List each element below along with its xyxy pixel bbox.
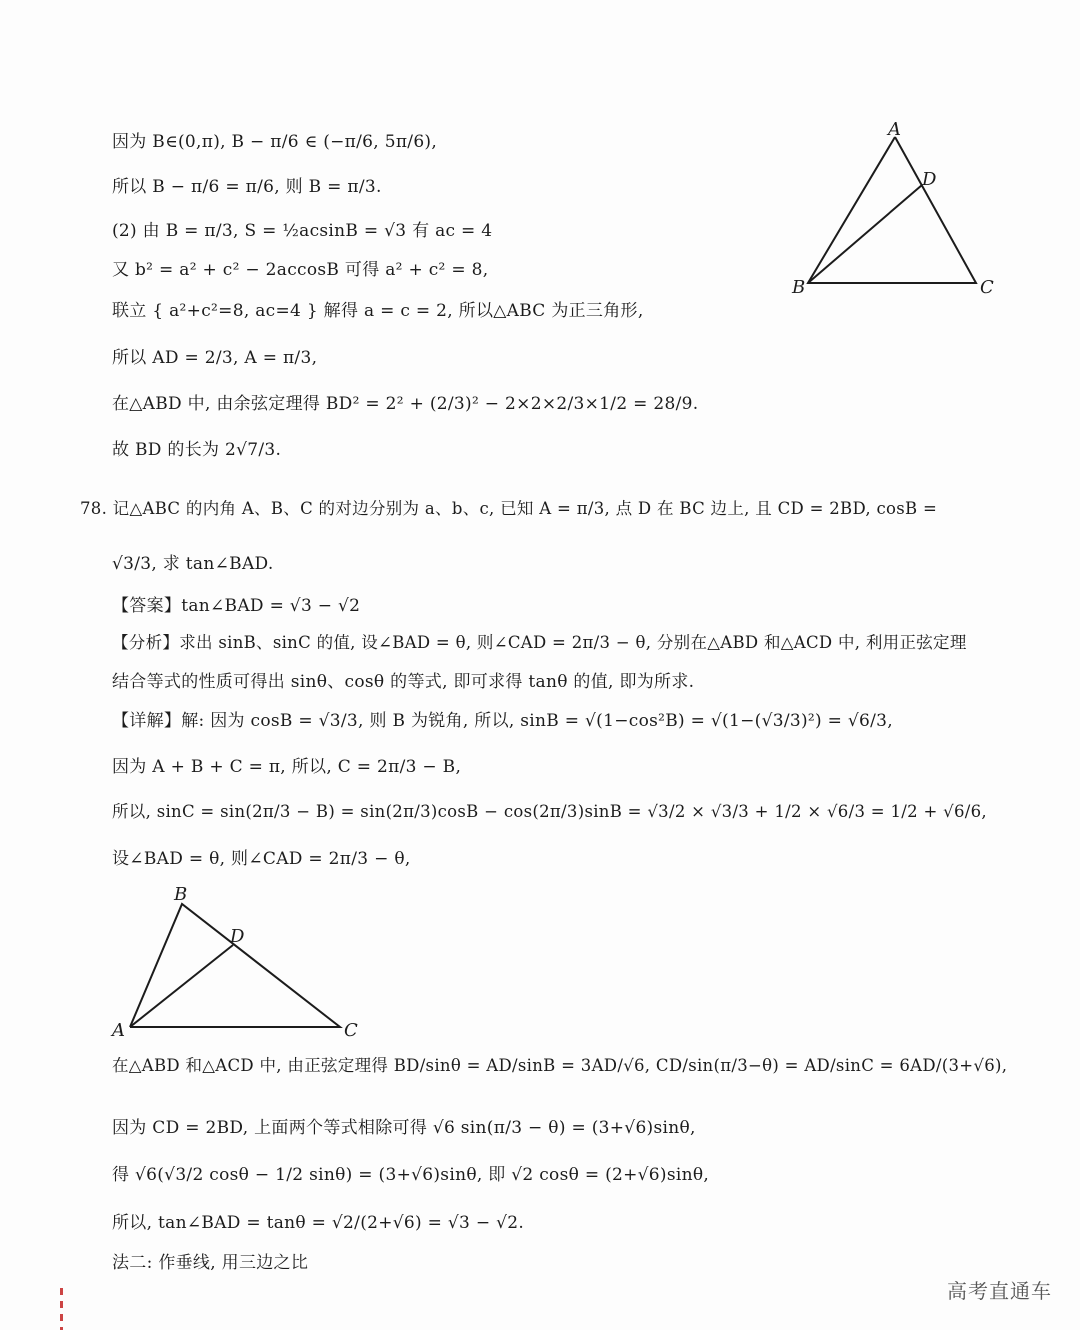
margin-dashes xyxy=(60,1288,63,1330)
label-a-2: A xyxy=(112,1020,125,1041)
text-line: 在△ABD 和△ACD 中, 由正弦定理得 BD/sinθ = AD/sinB = 3AD/√6, CD/sin(π/3−θ) = AD/sinC = 6AD/(3+√6), xyxy=(112,1056,1008,1075)
text-line: 又 b² = a² + c² − 2accosB 可得 a² + c² = 8, xyxy=(112,260,489,280)
label-b-1: B xyxy=(792,277,806,298)
triangle-figure-1 xyxy=(780,115,1010,305)
analysis-line: 【分析】求出 sinB、sinC 的值, 设∠BAD = θ, 则∠CAD = 2π/3 − θ, 分别在△ABD 和△ACD 中, 利用正弦定理 xyxy=(112,633,967,652)
text-line: 法二: 作垂线, 用三边之比 xyxy=(112,1253,309,1273)
text-line: √3/3, 求 tan∠BAD. xyxy=(112,554,274,574)
answer-line: 【答案】tan∠BAD = √3 − √2 xyxy=(112,596,361,616)
text-line: 因为 A + B + C = π, 所以, C = 2π/3 − B, xyxy=(112,757,462,777)
text-line: 所以, sinC = sin(2π/3 − B) = sin(2π/3)cosB − cos(2π/3)sinB = √3/2 × √3/3 + 1/2 × √6/3 = 1/2 + √6/6, xyxy=(112,802,987,821)
text-line: 因为 CD = 2BD, 上面两个等式相除可得 √6 sin(π/3 − θ) = (3+√6)sinθ, xyxy=(112,1118,696,1138)
label-c-2: C xyxy=(344,1020,358,1041)
question-78: 78. 记△ABC 的内角 A、B、C 的对边分别为 a、b、c, 已知 A = π/3, 点 D 在 BC 边上, 且 CD = 2BD, cosB = xyxy=(80,499,938,518)
label-d-2: D xyxy=(230,926,245,947)
label-a-1: A xyxy=(888,119,901,140)
segment-bd-1 xyxy=(808,185,922,283)
text-line: 所以 B − π/6 = π/6, 则 B = π/3. xyxy=(112,177,382,197)
text-line: 故 BD 的长为 2√7/3. xyxy=(112,440,282,460)
text-line: 结合等式的性质可得出 sinθ、cosθ 的等式, 即可求得 tanθ 的值, 即为所求. xyxy=(112,672,695,692)
text-line: 得 √6(√3/2 cosθ − 1/2 sinθ) = (3+√6)sinθ, 即 √2 cosθ = (2+√6)sinθ, xyxy=(112,1165,710,1185)
text-line: 在△ABD 中, 由余弦定理得 BD² = 2² + (2/3)² − 2×2×2/3×1/2 = 28/9. xyxy=(112,394,699,414)
triangle-figure-2 xyxy=(108,880,368,1045)
text-line: 所以, tan∠BAD = tanθ = √2/(2+√6) = √3 − √2. xyxy=(112,1213,525,1233)
text-line: (2) 由 B = π/3, S = ½acsinB = √3 有 ac = 4 xyxy=(112,221,493,241)
text-line: 所以 AD = 2/3, A = π/3, xyxy=(112,348,318,368)
text-line: 联立 { a²+c²=8, ac=4 } 解得 a = c = 2, 所以△ABC 为正三角形, xyxy=(112,301,644,321)
label-b-2: B xyxy=(174,884,188,905)
segment-ad-2 xyxy=(130,945,233,1027)
text-line: 因为 B∈(0,π), B − π/6 ∈ (−π/6, 5π/6), xyxy=(112,132,438,152)
triangle-abc-2 xyxy=(130,904,340,1027)
label-c-1: C xyxy=(980,277,994,298)
watermark: 高考直通车 xyxy=(947,1279,1052,1303)
text-line: 设∠BAD = θ, 则∠CAD = 2π/3 − θ, xyxy=(112,849,411,869)
detail-line: 【详解】解: 因为 cosB = √3/3, 则 B 为锐角, 所以, sinB = √(1−cos²B) = √(1−(√3/3)²) = √6/3, xyxy=(112,711,894,731)
label-d-1: D xyxy=(922,169,937,190)
